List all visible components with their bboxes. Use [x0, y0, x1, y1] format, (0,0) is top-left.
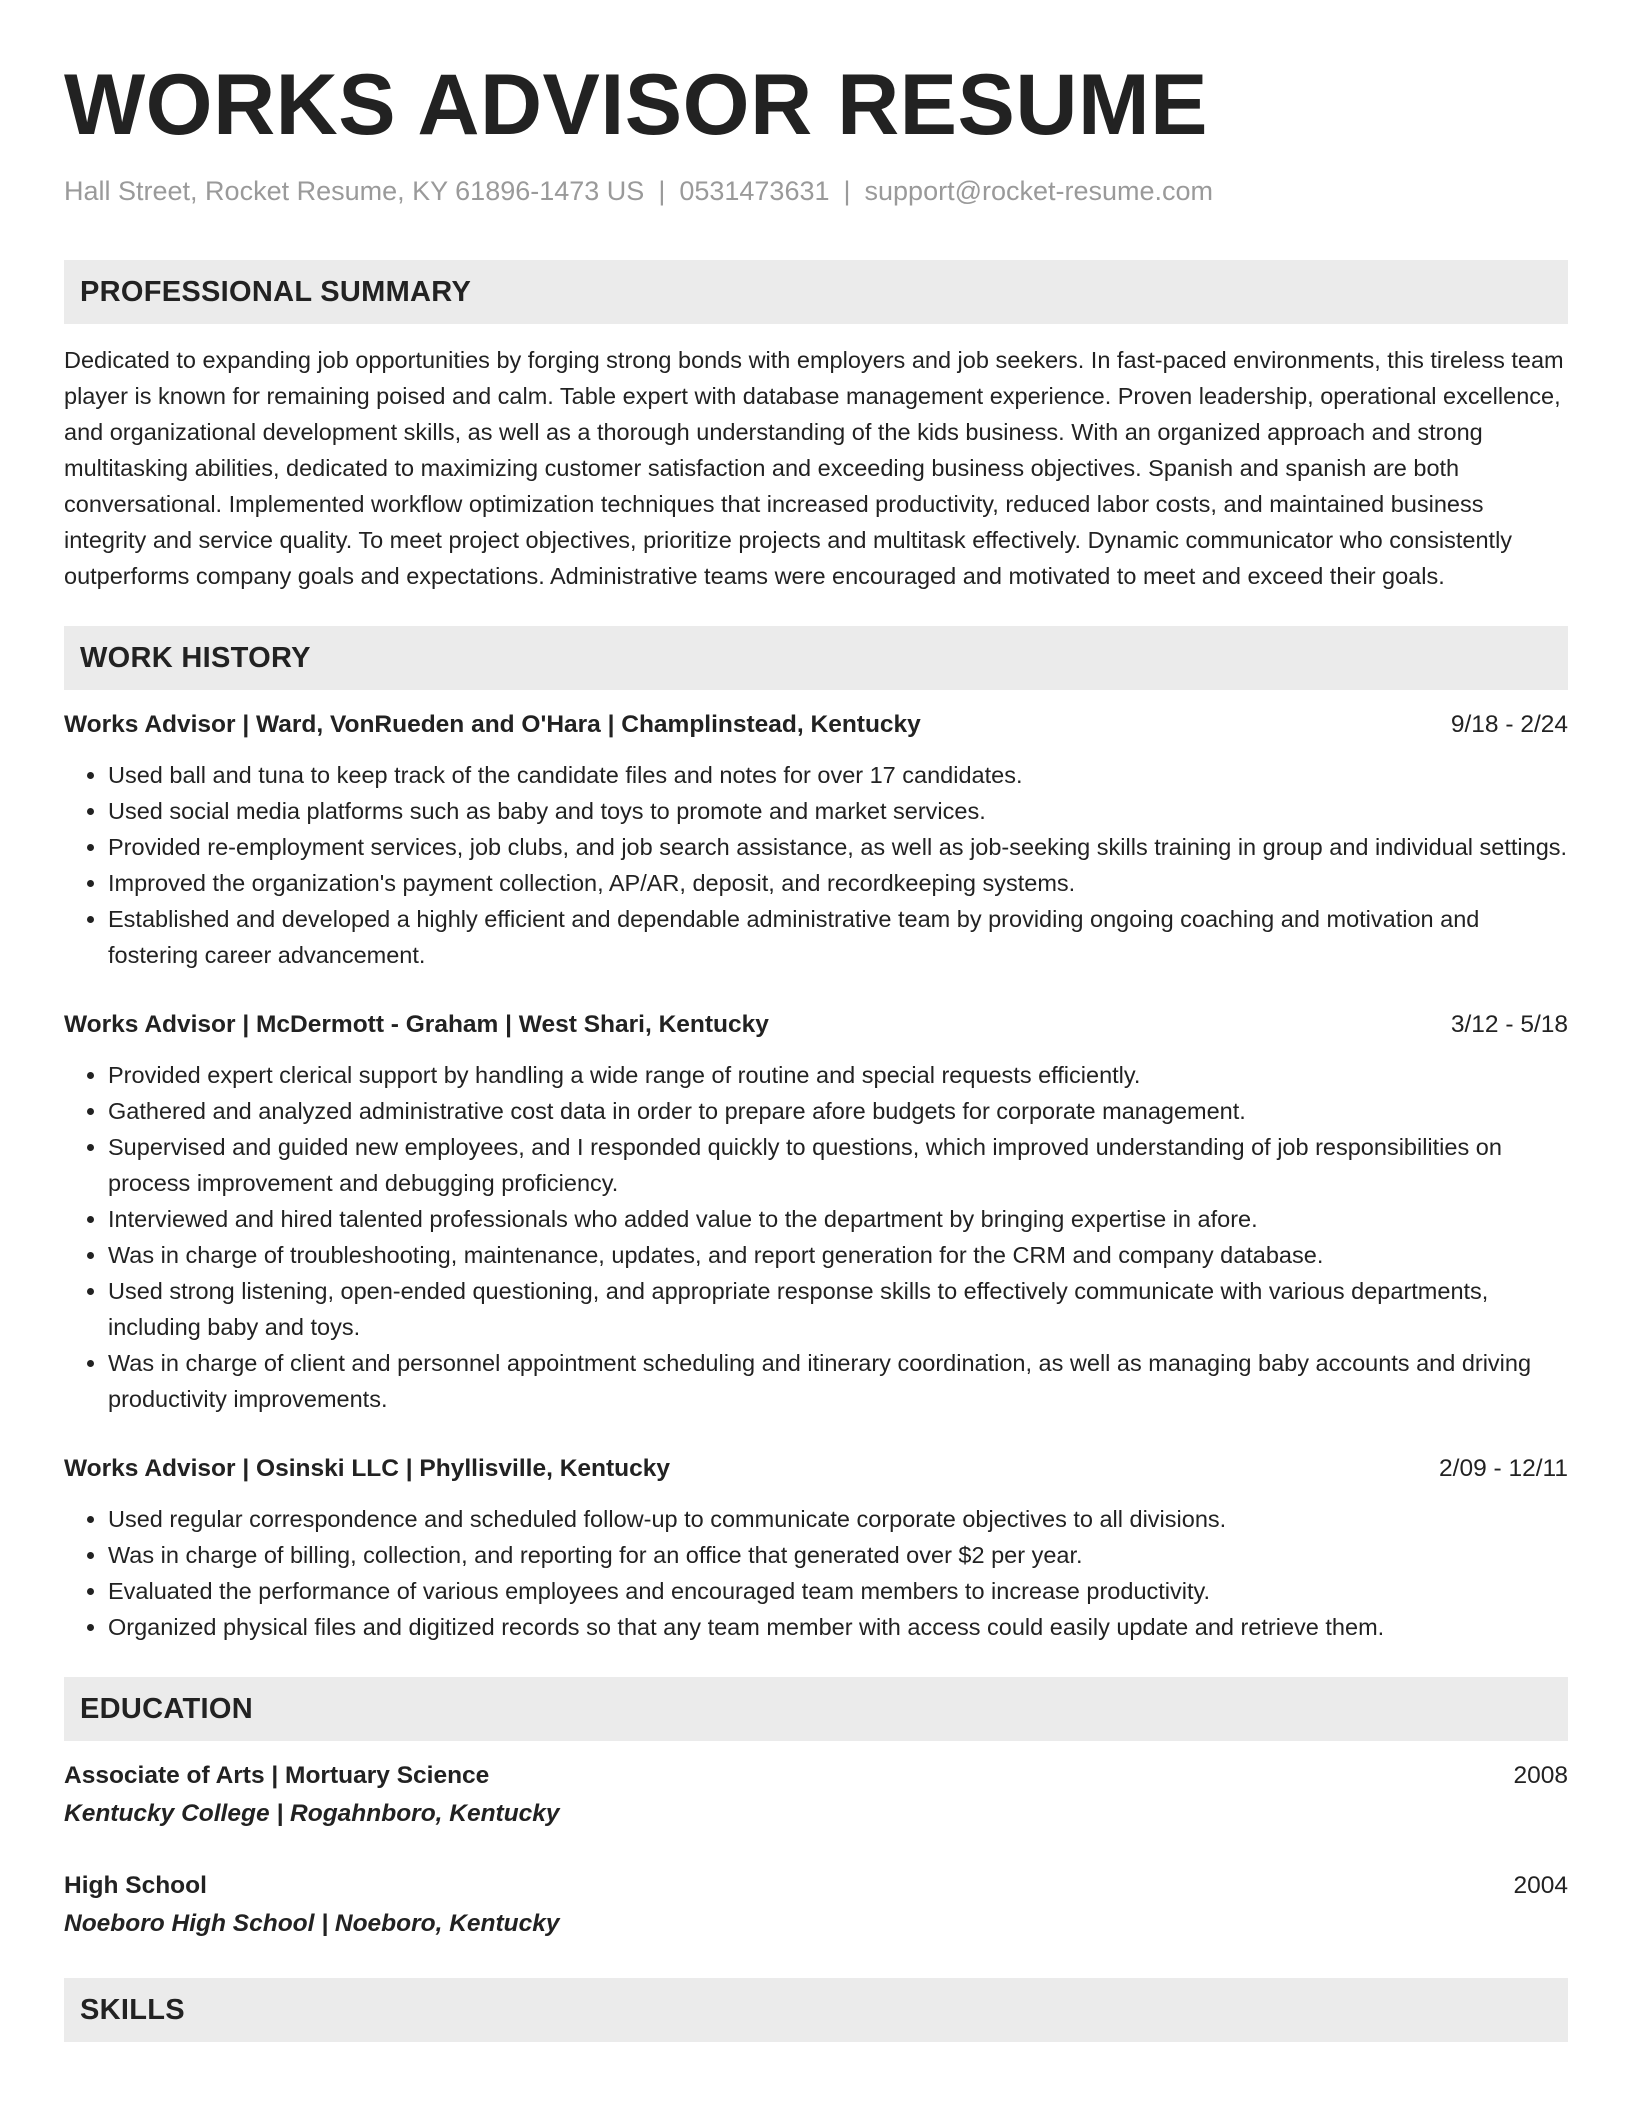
contact-separator: | — [843, 176, 851, 206]
section-header-education: EDUCATION — [64, 1677, 1568, 1741]
job-bullet: • Was in charge of billing, collection, and reporting for an office that generated over $2 per year. — [108, 1537, 1568, 1573]
contact-address: Hall Street, Rocket Resume, KY 61896-1473 US — [64, 176, 645, 206]
education-year: 2004 — [1513, 1872, 1568, 1899]
education-degree: Associate of Arts | Mortuary Science — [64, 1762, 490, 1789]
job-bullet: • Organized physical files and digitized records so that any team member with access could easily update and retrieve them. — [108, 1609, 1568, 1645]
job-title: Works Advisor | Osinski LLC | Phyllisville, Kentucky — [64, 1455, 670, 1482]
education-entry — [64, 1758, 1568, 1832]
job-dates: 2/09 - 12/11 — [1439, 1455, 1568, 1482]
contact-phone: 0531473631 — [679, 176, 830, 206]
job-bullet: • Supervised and guided new employees, and I responded quickly to questions, which improved understanding of job responsibilities on process improvement and debugging proficiency. — [108, 1129, 1568, 1201]
job-header — [64, 1451, 1568, 1487]
education-header — [64, 1758, 1568, 1794]
job-bullet: • Improved the organization's payment collection, AP/AR, deposit, and recordkeeping systems. — [108, 865, 1568, 901]
education-degree: High School — [64, 1872, 207, 1899]
job-bullet: • Used regular correspondence and scheduled follow-up to communicate corporate objectives to all divisions. — [108, 1501, 1568, 1537]
job-entry — [64, 1007, 1568, 1417]
job-bullet: • Interviewed and hired talented professionals who added value to the department by bringing expertise in afore. — [108, 1201, 1568, 1237]
job-bullet-list — [64, 1057, 1568, 1417]
job-title: Works Advisor | Ward, VonRueden and O'Hara | Champlinstead, Kentucky — [64, 711, 921, 738]
job-bullet-list — [64, 1501, 1568, 1645]
education-entry — [64, 1868, 1568, 1942]
contact-separator: | — [658, 176, 666, 206]
job-title: Works Advisor | McDermott - Graham | West Shari, Kentucky — [64, 1011, 769, 1038]
education-school: Kentucky College | Rogahnboro, Kentucky — [64, 1800, 560, 1827]
job-header — [64, 707, 1568, 743]
job-bullet: • Gathered and analyzed administrative cost data in order to prepare afore budgets for corporate management. — [108, 1093, 1568, 1129]
section-header-skills: SKILLS — [64, 1978, 1568, 2042]
education-header — [64, 1868, 1568, 1904]
job-dates: 3/12 - 5/18 — [1450, 1011, 1568, 1038]
job-bullet: • Was in charge of client and personnel appointment scheduling and itinerary coordination, as well as managing baby accounts and driving productivity improvements. — [108, 1345, 1568, 1417]
job-entry — [64, 1451, 1568, 1645]
job-bullet: • Used social media platforms such as baby and toys to promote and market services. — [108, 793, 1568, 829]
job-bullet: • Used strong listening, open-ended questioning, and appropriate response skills to effectively communicate with various departments, including baby and toys. — [108, 1273, 1568, 1345]
job-bullet-list — [64, 757, 1568, 973]
job-dates: 9/18 - 2/24 — [1450, 711, 1568, 738]
education-school: Noeboro High School | Noeboro, Kentucky — [64, 1910, 560, 1937]
job-bullet: • Evaluated the performance of various employees and encouraged team members to increase productivity. — [108, 1573, 1568, 1609]
contact-line — [64, 174, 1568, 208]
job-bullet: • Used ball and tuna to keep track of the candidate files and notes for over 17 candidates. — [108, 757, 1568, 793]
job-bullet: • Provided expert clerical support by handling a wide range of routine and special requests efficiently. — [108, 1057, 1568, 1093]
job-bullet: • Established and developed a highly efficient and dependable administrative team by providing ongoing coaching and motivation and fostering career advancement. — [108, 901, 1568, 973]
summary-text: Dedicated to expanding job opportunities by forging strong bonds with employers and job seekers. In fast-paced environments, this tireless team player is known for remaining poised and calm. Table expert with database management experience. Proven leadership, operational excellence, and organizational development skills, as well as a thorough understanding of the kids business. With an organized approach and strong multitasking abilities, dedicated to maximizing customer satisfaction and exceeding business objectives. Spanish and spanish are both conversational. Implemented workflow optimization techniques that increased productivity, reduced labor costs, and maintained business integrity and service quality. To meet project objectives, prioritize projects and multitask effectively. Dynamic communicator who consistently outperforms company goals and expectations. Administrative teams were encouraged and motivated to meet and exceed their goals. — [64, 347, 1564, 589]
section-header-summary: PROFESSIONAL SUMMARY — [64, 260, 1568, 324]
job-bullet: • Provided re-employment services, job clubs, and job search assistance, as well as job-seeking skills training in group and individual settings. — [108, 829, 1568, 865]
section-header-work-history: WORK HISTORY — [64, 626, 1568, 690]
job-header — [64, 1007, 1568, 1043]
education-year: 2008 — [1513, 1762, 1568, 1789]
resume-title: WORKS ADVISOR RESUME — [64, 57, 1208, 153]
job-bullet: • Was in charge of troubleshooting, maintenance, updates, and report generation for the CRM and company database. — [108, 1237, 1568, 1273]
contact-email: support@rocket-resume.com — [864, 176, 1214, 206]
job-entry — [64, 707, 1568, 973]
